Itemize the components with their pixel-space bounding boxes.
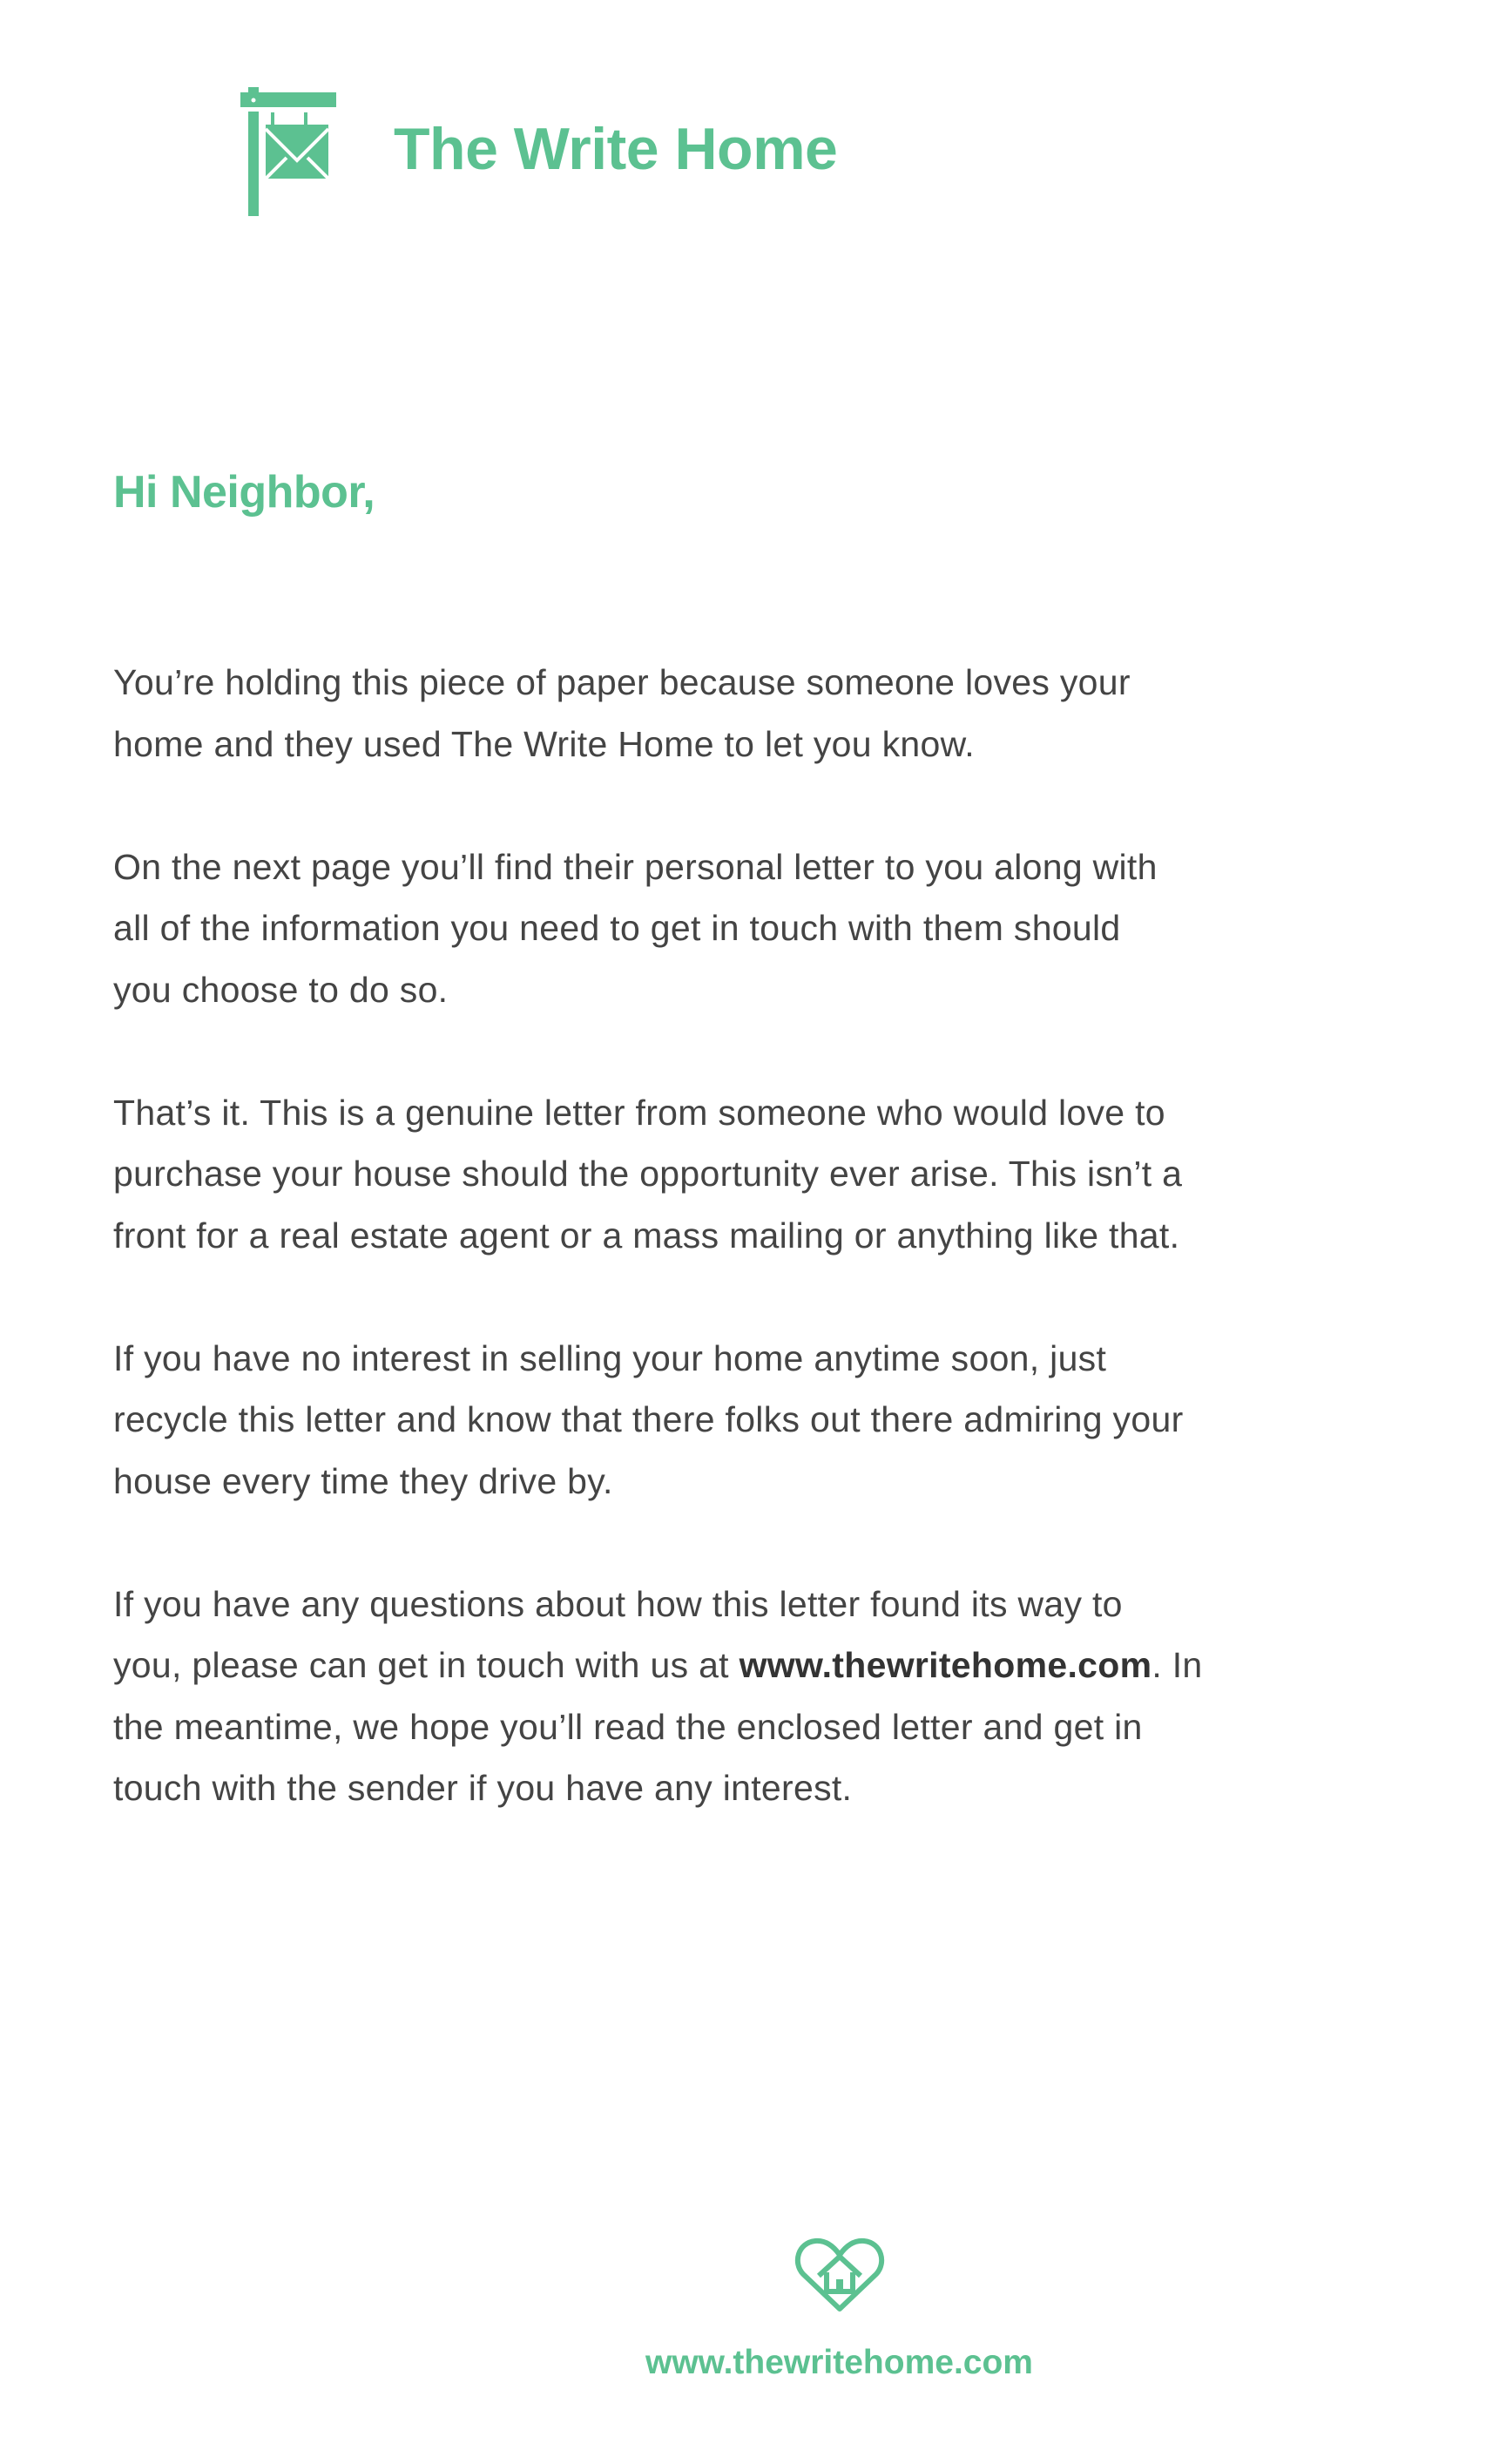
letter-body [113,652,1420,1880]
text-line: That’s it. This is a genuine letter from someone who would love to [113,1092,1165,1133]
text-line: house every time they drive by. [113,1460,613,1501]
text-line: If you have no interest in selling your home anytime soon, just [113,1337,1107,1378]
text-line: purchase your house should the opportunity ever arise. This isn’t a [113,1154,1183,1194]
text-line: home and they used The Write Home to let you know. [113,723,975,764]
brand-logo [240,84,868,219]
text-line: the meantime, we hope you’ll read the enclosed letter and get in [113,1706,1143,1747]
text: . In [1151,1645,1203,1685]
paragraph [113,1328,1420,1513]
hanging-envelope-sign-icon [240,84,338,219]
text-line: all of the information you need to get in touch with them should [113,908,1121,948]
heart-house-icon [794,2236,885,2314]
text-line: front for a real estate agent or a mass mailing or anything like that. [113,1215,1180,1256]
paragraph [113,652,1420,775]
text-line: you choose to do so. [113,969,449,1010]
text-line: touch with the sender if you have any interest. [113,1768,853,1808]
paragraph-contact [113,1574,1420,1819]
text: you, please can get in touch with us at [113,1645,739,1685]
text-line: If you have any questions about how this letter found its way to [113,1583,1123,1624]
footer-website-link[interactable]: www.thewritehome.com [645,2344,1033,2381]
greeting: Hi Neighbor, [113,467,375,518]
text-line: recycle this letter and know that there folks out there admiring your [113,1399,1184,1439]
text-line: On the next page you’ll find their personal letter to you along with [113,846,1158,887]
text-line [113,1635,1420,1696]
brand-name: The Write Home [394,116,838,182]
paragraph [113,1082,1420,1267]
website-link[interactable]: www.thewritehome.com [739,1645,1152,1685]
paragraph [113,836,1420,1021]
text-line: You’re holding this piece of paper because someone loves your [113,662,1131,702]
